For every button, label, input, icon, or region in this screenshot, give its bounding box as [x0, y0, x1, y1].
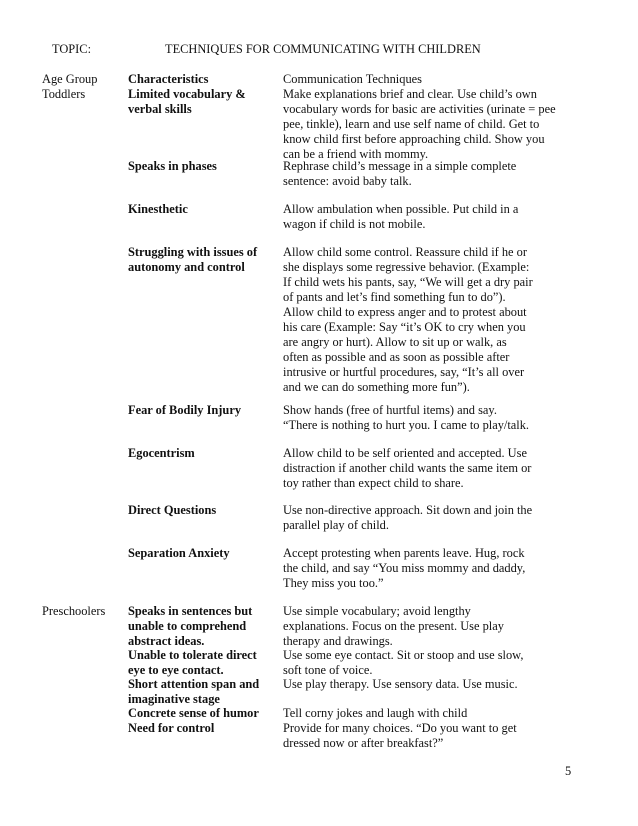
page-number: 5 [565, 764, 572, 778]
technique-line: dressed now or after breakfast?” [283, 736, 444, 750]
characteristic-line: autonomy and control [128, 260, 245, 274]
technique-line: Allow child to express anger and to protest about [283, 305, 527, 319]
characteristic-line: Concrete sense of humor [128, 706, 259, 720]
technique-line: of pants and let’s find something fun to do”). [283, 290, 506, 304]
technique-line: therapy and drawings. [283, 634, 393, 648]
characteristic-line: Unable to tolerate direct [128, 648, 257, 662]
technique-line: can be a friend with mommy. [283, 147, 429, 161]
technique-line: Tell corny jokes and laugh with child [283, 706, 468, 720]
characteristic-line: eye to eye contact. [128, 663, 224, 677]
technique-line: Allow child some control. Reassure child if he or [283, 245, 527, 259]
topic-label: TOPIC: [52, 42, 92, 56]
characteristic-line: Speaks in sentences but [128, 604, 253, 618]
technique-line: vocabulary words for basic are activities (urinate = pee [283, 102, 556, 116]
technique-line: Use some eye contact. Sit or stoop and use slow, [283, 648, 524, 662]
technique-line: Make explanations brief and clear. Use child’s own [283, 87, 537, 101]
technique-line: she displays some regressive behavior. (Example: [283, 260, 530, 274]
characteristic-line: Struggling with issues of [128, 245, 258, 259]
age-group-toddlers: Toddlers [42, 87, 86, 101]
technique-line: pee, tinkle), learn and use self name of child. Get to [283, 117, 540, 131]
technique-line: Allow ambulation when possible. Put child in a [283, 202, 519, 216]
technique-line: Accept protesting when parents leave. Hug, rock [283, 546, 525, 560]
column-header-techniques: Communication Techniques [283, 72, 422, 86]
technique-line: toy rather than expect child to share. [283, 476, 464, 490]
technique-line: If child wets his pants, say, “We will get a dry pair [283, 275, 533, 289]
technique-line: know child first before approaching child. Show you [283, 132, 545, 146]
technique-line: wagon if child is not mobile. [283, 217, 426, 231]
characteristic-line: unable to comprehend [128, 619, 247, 633]
technique-line: Use simple vocabulary; avoid lengthy [283, 604, 471, 618]
characteristic-line: imaginative stage [128, 692, 220, 706]
age-group-preschoolers: Preschoolers [42, 604, 106, 618]
technique-line: soft tone of voice. [283, 663, 373, 677]
technique-line: They miss you too.” [283, 576, 384, 590]
technique-line: Allow child to be self oriented and accepted. Use [283, 446, 527, 460]
technique-line: “There is nothing to hurt you. I came to play/talk. [283, 418, 530, 432]
technique-line: intrusive or hurtful procedures, say, “It’s all over [283, 365, 525, 379]
characteristic-line: Need for control [128, 721, 215, 735]
technique-line: his care (Example: Say “it’s OK to cry when you [283, 320, 526, 334]
technique-line: are angry or hurt). Allow to sit up or walk, as [283, 335, 507, 349]
technique-line: often as possible and as soon as possible after [283, 350, 510, 364]
technique-line: Use non-directive approach. Sit down and join the [283, 503, 533, 517]
technique-line: Rephrase child’s message in a simple complete [283, 159, 517, 173]
technique-line: Show hands (free of hurtful items) and say. [283, 403, 497, 417]
characteristic-line: verbal skills [128, 102, 192, 116]
technique-line: explanations. Focus on the present. Use play [283, 619, 504, 633]
column-header-characteristics: Characteristics [128, 72, 209, 86]
characteristic-line: Egocentrism [128, 446, 195, 460]
characteristic-line: Limited vocabulary & [128, 87, 246, 101]
technique-line: the child, and say “You miss mommy and daddy, [283, 561, 526, 575]
technique-line: sentence: avoid baby talk. [283, 174, 412, 188]
characteristic-line: Direct Questions [128, 503, 217, 517]
characteristic-line: Short attention span and [128, 677, 260, 691]
technique-line: and we can do something more fun”). [283, 380, 470, 394]
characteristic-line: abstract ideas. [128, 634, 205, 648]
column-header-age-group: Age Group [42, 72, 98, 86]
technique-line: distraction if another child wants the same item or [283, 461, 532, 475]
technique-line: parallel play of child. [283, 518, 389, 532]
characteristic-line: Speaks in phases [128, 159, 217, 173]
page-title: TECHNIQUES FOR COMMUNICATING WITH CHILDREN [165, 42, 481, 56]
characteristic-line: Fear of Bodily Injury [128, 403, 242, 417]
characteristic-line: Kinesthetic [128, 202, 188, 216]
technique-line: Provide for many choices. “Do you want to get [283, 721, 517, 735]
technique-line: Use play therapy. Use sensory data. Use music. [283, 677, 518, 691]
characteristic-line: Separation Anxiety [128, 546, 230, 560]
